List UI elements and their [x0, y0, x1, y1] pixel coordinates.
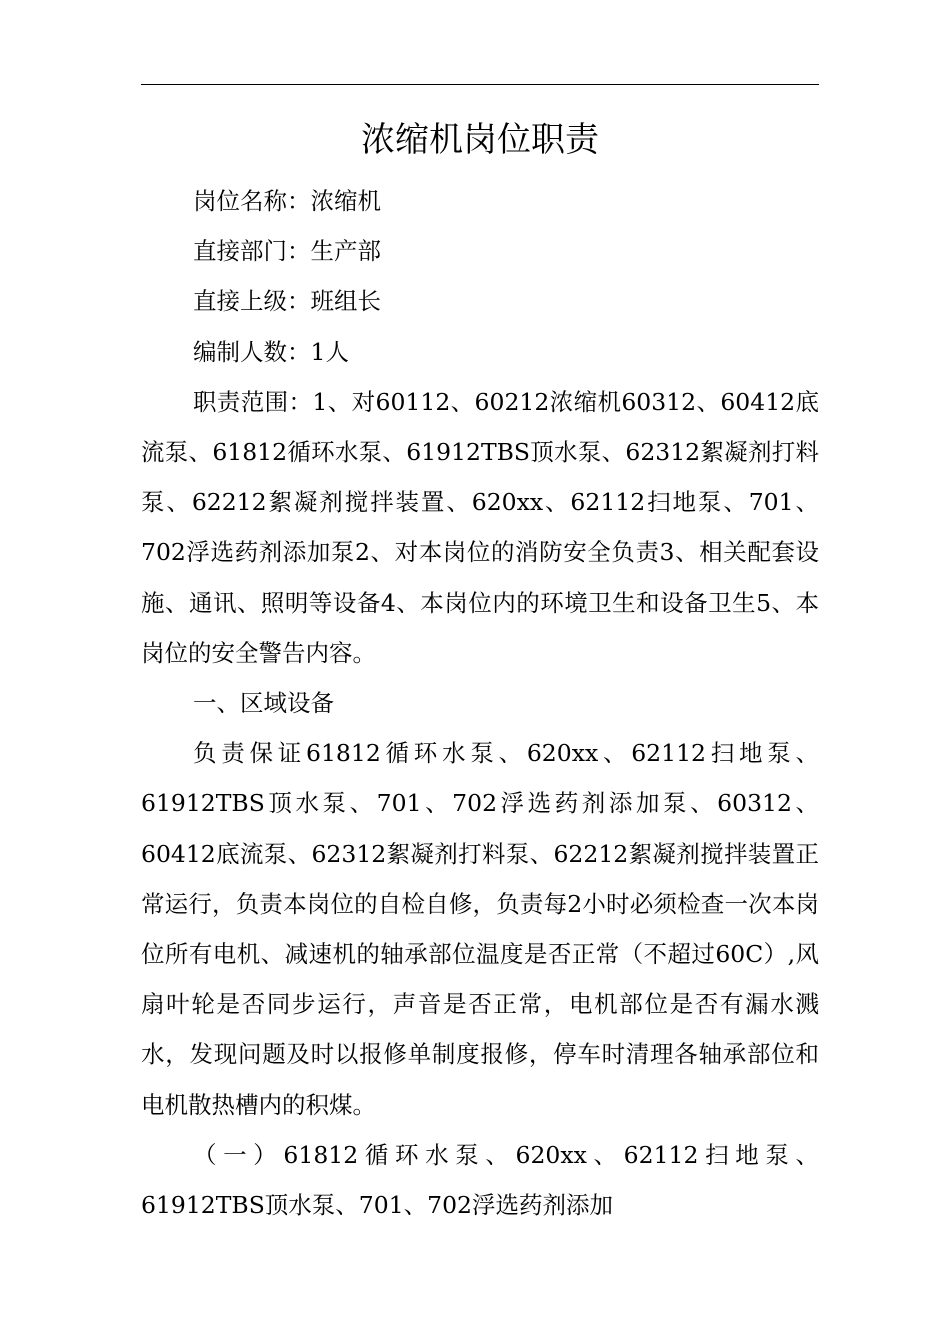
field-headcount: 编制人数：1人: [193, 337, 349, 366]
document-body: [141, 176, 819, 1230]
field-department: 直接部门：生产部: [193, 237, 381, 266]
section-heading: 一、区域设备: [193, 689, 334, 718]
scope-paragraph: 职责范围：1、对60112、60212浓缩机60312、60412底流泵、61812循环水泵、61912TBS顶水泵、62312絮凝剂打料泵、62212絮凝剂搅拌装置、620xx、62112扫地泵、701、702浮选药剂添加泵2、对本岗位的消防安全负责3、相关配套设施、通讯、照明等设备4、本岗位内的环境卫生和设备卫生5、本岗位的安全警告内容。: [141, 387, 819, 667]
subsection-paragraph: （一）61812循环水泵、620xx、62112扫地泵、61912TBS顶水泵、701、702浮选药剂添加: [141, 1140, 819, 1220]
section-body-paragraph: 负责保证61812循环水泵、620xx、62112扫地泵、61912TBS顶水泵、701、702浮选药剂添加泵、60312、60412底流泵、62312絮凝剂打料泵、62212絮凝剂搅拌装置正常运行，负责本岗位的自检自修，负责每2小时必须检查一次本岗位所有电机、减速机的轴承部位温度是否正常（不超过60C）,风扇叶轮是否同步运行，声音是否正常，电机部位是否有漏水溅水，发现问题及时以报修单制度报修，停车时清理各轴承部位和电机散热槽内的积煤。: [141, 739, 819, 1119]
field-position-name: 岗位名称：浓缩机: [193, 187, 381, 215]
field-supervisor: 直接上级：班组长: [193, 287, 381, 316]
header-rule: [141, 84, 819, 85]
document-title: 浓缩机岗位职责: [361, 120, 599, 160]
